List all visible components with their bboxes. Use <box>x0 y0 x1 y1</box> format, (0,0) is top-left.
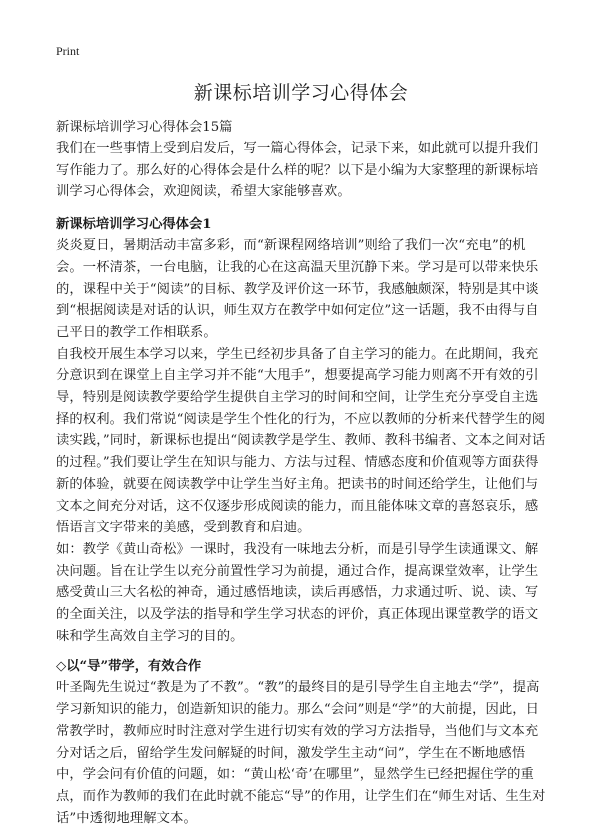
paragraph: 叶圣陶先生说过“教是为了不教”。“教”的最终目的是引导学生自主地去“学”，提高学习新知识的能力，创造新知识的能力。那么“会问”则是“学”的大前提，因此，日常教学时，教师应时时注意对学生进行切实有效的学习方法指导，当他们与文本充分对话之后，留给学生发问解疑的时间，激发学生主动“问”，学生在不断地感悟中，学会问有价值的问题，如：“黄山松‘奇’在哪里”，显然学生已经把握住学的重点，而作为教师的我们在此时就不能忘“导”的作用，让学生们在“师生对话、生生对话”中透彻地理解文本。 <box>56 680 546 826</box>
intro-paragraph: 我们在一些事情上受到启发后，写一篇心得体会，记录下来，如此就可以提升我们写作能力了。那么好的心得体会是什么样的呢？以下是小编为大家整理的新课标培训学习心得体会，欢迎阅读，希望大家能够喜欢。 <box>56 141 539 200</box>
section-heading-2: ◇以“导”带学，有效合作 <box>56 659 202 675</box>
paragraph: 如：教学《黄山奇松》一课时，我没有一味地去分析，而是引导学生读通课文、解决问题。旨在让学生以充分前置性学习为前提，通过合作，提高课堂效率，让学生感受黄山三大名松的神奇，通过感悟地读，读后再感悟，力求通过听、说、读、写的全面关注，以及学法的指导和学生学习状态的评价，真正体现出课堂教学的语文味和学生高效自主学习的目的。 <box>56 541 539 644</box>
paragraph: 炎炎夏日，暑期活动丰富多彩，而“新课程网络培训”则给了我们一次“充电”的机会。一杯清茶，一台电脑，让我的心在这高温天里沉静下来。学习是可以带来快乐的，课程中关于“阅读”的目标、教学及评价这一环节，我感触颇深，特别是其中谈到“根据阅读是对话的认识，师生双方在教学中如何定位”这一话题，我不由得与自己平日的教学工作相联系。 <box>56 238 539 340</box>
print-link[interactable]: Print <box>56 44 80 58</box>
subtitle: 新课标培训学习心得体会15篇 <box>56 120 233 135</box>
paragraph: 自我校开展生本学习以来，学生已经初步具备了自主学习的能力。在此期间，我充分意识到在课堂上自主学习并不能“大甩手”，想要提高学习能力则离不开有效的引导，特别是阅读教学要给学生提供自主学习的时间和空间，让学生充分享受自主选择的权利。我们常说“阅读是学生个性化的行为，不应以教师的分析来代替学生的阅读实践，”同时，新课标也提出“阅读教学是学生、教师、教科书编者、文本之间对话的过程。”我们要让学生在知识与能力、方法与过程、情感态度和价值观等方面获得新的体验，就要在阅读教学中让学生当好主角。把读书的时间还给学生，让他们与文本之间充分对话，这不仅逐步形成阅读的能力，而且能体味文章的喜怒哀乐，感悟语言文字带来的美感，受到教育和启迪。 <box>56 346 546 536</box>
section-heading-1: 新课标培训学习心得体会1 <box>56 217 212 233</box>
document-body <box>56 78 546 829</box>
page-title: 新课标培训学习心得体会 <box>193 82 409 104</box>
